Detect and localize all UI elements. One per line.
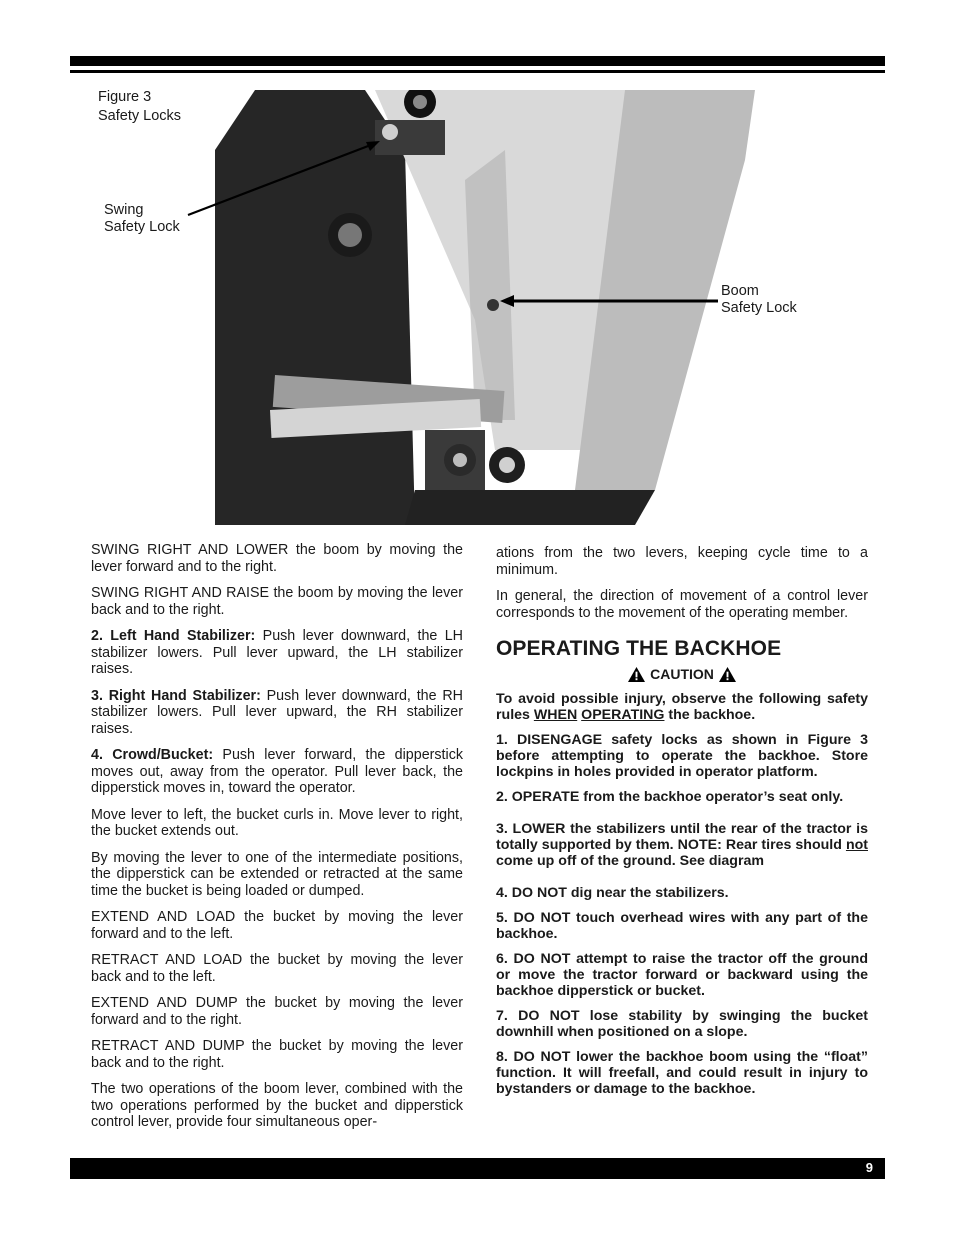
page-number: 9 [865, 1160, 873, 1175]
paragraph-text: Push lever forward, the dipperstick moves out, away from the operator. Pull lever back, the dipperstick moves in, toward the operator. [91, 747, 464, 796]
paragraph: Move lever to left, the bucket curls in. Move lever to right, the bucket extends out. [91, 806, 463, 839]
safety-rule: 4. DO NOT dig near the stabilizers. [496, 884, 729, 901]
paragraph [91, 688, 463, 738]
safety-rule: 2. OPERATE from the backhoe operator’s seat only. [496, 788, 844, 805]
crowd-bucket-heading: 4. Crowd/Bucket: [91, 747, 214, 763]
swing-callout-line1: Swing [104, 202, 144, 218]
paragraph: SWING RIGHT AND LOWER the boom by moving the lever forward and to the right. [91, 542, 463, 575]
right-stabilizer-heading: 3. Right Hand Stabilizer: [91, 687, 261, 704]
rule-text: 3. LOWER the stabilizers until the rear of the tractor is totally supported by them. NOTE: Rear tires should [496, 820, 868, 853]
boom-callout-line2: Safety Lock [721, 300, 797, 316]
paragraph [91, 747, 463, 797]
paragraph: EXTEND AND LOAD the bucket by moving the lever forward and to the left. [91, 909, 463, 942]
intro-when: WHEN [533, 706, 578, 723]
figure-caption [98, 88, 181, 126]
paragraph-text: Push lever downward, the RH stabilizer lowers. Pull lever upward, the RH stabilizer raises. [91, 687, 463, 737]
paragraph: RETRACT AND LOAD the bucket by moving the lever back and to the left. [91, 952, 463, 985]
paragraph: The two operations of the boom lever, combined with the two operations performed by the bucket and dipperstick control lever, provide four simultaneous oper- [91, 1081, 463, 1130]
intro-text: To avoid possible injury, observe the following safety rules [496, 690, 868, 723]
section-heading: OPERATING THE BACKHOE [496, 637, 782, 660]
caution-banner [496, 666, 868, 683]
safety-rule: 1. DISENGAGE safety locks as shown in Figure 3 before attempting to operate the backhoe. Store lockpins in holes provided in operator platform. [496, 731, 868, 780]
safety-rule: 7. DO NOT lose stability by swinging the bucket downhill when positioned on a slope. [496, 1007, 868, 1040]
rule-text: come up off of the ground. See diagram [496, 852, 765, 869]
figure-number: Figure 3 [98, 89, 152, 105]
backhoe-safety-locks-photo [215, 90, 755, 525]
paragraph: In general, the direction of movement of a control lever corresponds to the movement of the operating member. [496, 588, 868, 621]
paragraph-text: Push lever downward, the LH stabilizer lowers. Pull lever upward, the LH stabilizer raises. [91, 628, 463, 677]
safety-rule [496, 821, 868, 869]
intro-text: the backhoe. [664, 706, 756, 723]
paragraph: RETRACT AND DUMP the bucket by moving the lever back and to the right. [91, 1038, 463, 1071]
warning-triangle-icon [718, 666, 737, 683]
caution-label: CAUTION [650, 665, 714, 682]
safety-rule: 5. DO NOT touch overhead wires with any part of the backhoe. [496, 909, 868, 942]
warning-triangle-icon [627, 666, 646, 683]
footer-bar [70, 1158, 885, 1179]
left-stabilizer-heading: 2. Left Hand Stabilizer: [91, 628, 256, 644]
boom-callout-line1: Boom [721, 283, 759, 299]
right-column [496, 545, 868, 1106]
boom-safety-lock-callout [721, 283, 797, 317]
paragraph: EXTEND AND DUMP the bucket by moving the lever forward and to the right. [91, 995, 463, 1028]
safety-rule: 6. DO NOT attempt to raise the tractor off the ground or move the tractor forward or backward using the backhoe dipperstick or bucket. [496, 950, 868, 999]
paragraph: ations from the two levers, keeping cycle time to a minimum. [496, 545, 868, 578]
figure-title: Safety Locks [98, 108, 182, 124]
swing-callout-line2: Safety Lock [104, 219, 180, 235]
safety-rule: 8. DO NOT lower the backhoe boom using the “float” function. It will freefall, and could result in injury to bystanders or damage to the backhoe. [496, 1048, 868, 1097]
paragraph: SWING RIGHT AND RAISE the boom by moving the lever back and to the right. [91, 585, 463, 618]
header-rule-thick [70, 56, 885, 66]
intro-operating: OPERATING [581, 706, 665, 723]
left-column [91, 542, 463, 1141]
safety-rules-list [496, 691, 868, 1097]
safety-intro [496, 691, 868, 723]
rule-not: not [845, 836, 868, 853]
header-rule-thin [70, 70, 885, 73]
swing-safety-lock-callout [104, 202, 180, 236]
paragraph: By moving the lever to one of the intermediate positions, the dipperstick can be extended or retracted at the same time the bucket is being loaded or dumped. [91, 849, 463, 899]
paragraph [91, 628, 463, 678]
